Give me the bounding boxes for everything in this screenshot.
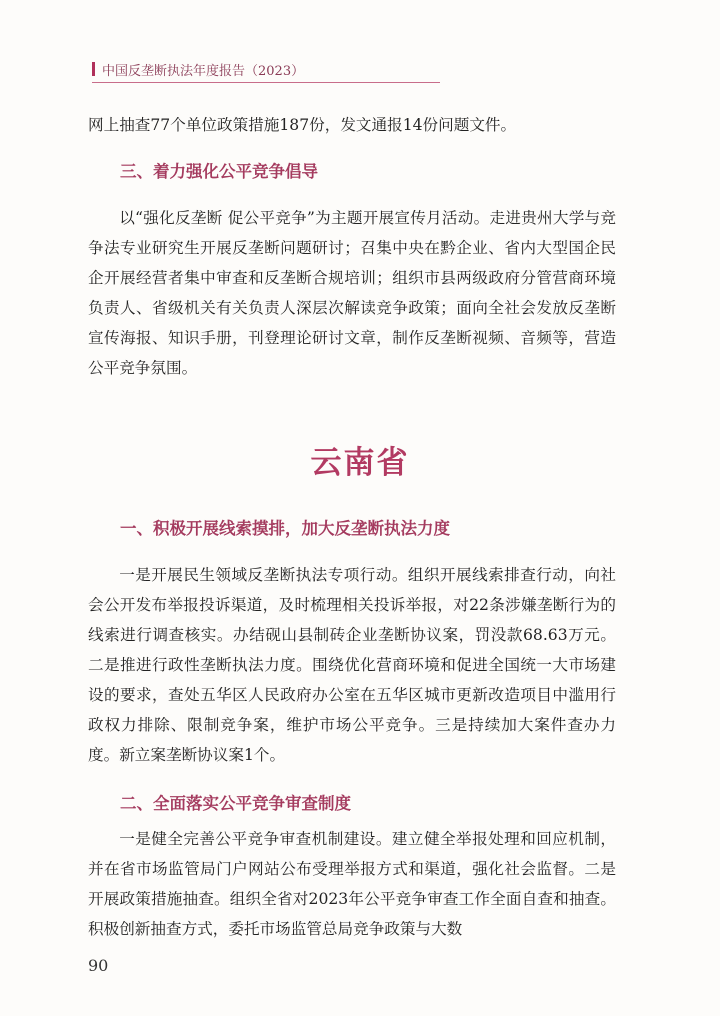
- section-heading-yunnan-1: 一、积极开展线索摸排，加大反垄断执法力度: [120, 519, 450, 538]
- province-title: 云南省: [310, 445, 410, 481]
- paragraph-advocacy: 以“强化反垄断 促公平竞争”为主题开展宣传月活动。走进贵州大学与竞争法专业研究生开展反垄断问题研讨；召集中央在黔企业、省内大型国企民企开展经营者集中审查和反垄断合规培训；组织市县两级政府分管营商环境负责人、省级机关有关负责人深层次解读竞争政策；面向全社会发放反垄断宣传海报、知识手册，刊登理论研讨文章，制作反垄断视频、音频等，营造公平竞争氛围。: [88, 209, 616, 377]
- paragraph-review: 一是健全完善公平竞争审查机制建设。建立健全举报处理和回应机制，并在省市场监管局门户网站公布受理举报方式和渠道，强化社会监督。二是开展政策措施抽查。组织全省对2023年公平竞争审查工作全面自查和抽查。积极创新抽查方式，委托市场监管总局竞争政策与大数: [88, 830, 616, 938]
- header-accent-bar: [92, 62, 95, 76]
- header-title: 中国反垄断执法年度报告（2023）: [102, 64, 305, 79]
- section-heading-guizhou-3: 三、着力强化公平竞争倡导: [120, 162, 318, 181]
- section-heading-yunnan-2: 二、全面落实公平竞争审查制度: [120, 794, 351, 813]
- page-number: 90: [88, 956, 109, 975]
- paragraph-continued: 网上抽查77个单位政策措施187份，发文通报14份问题文件。: [88, 116, 517, 134]
- header-rule: [92, 82, 440, 83]
- paragraph-enforcement: 一是开展民生领域反垄断执法专项行动。组织开展线索排查行动，向社会公开发布举报投诉渠道，及时梳理相关投诉举报，对22条涉嫌垄断行为的线索进行调查核实。办结砚山县制砖企业垄断协议案，罚没款68.63万元。二是推进行政性垄断执法力度。围绕优化营商环境和促进全国统一大市场建设的要求，查处五华区人民政府办公室在五华区城市更新改造项目中滥用行政权力排除、限制竞争案，维护市场公平竞争。三是持续加大案件查办力度。新立案垄断协议案1个。: [88, 566, 616, 764]
